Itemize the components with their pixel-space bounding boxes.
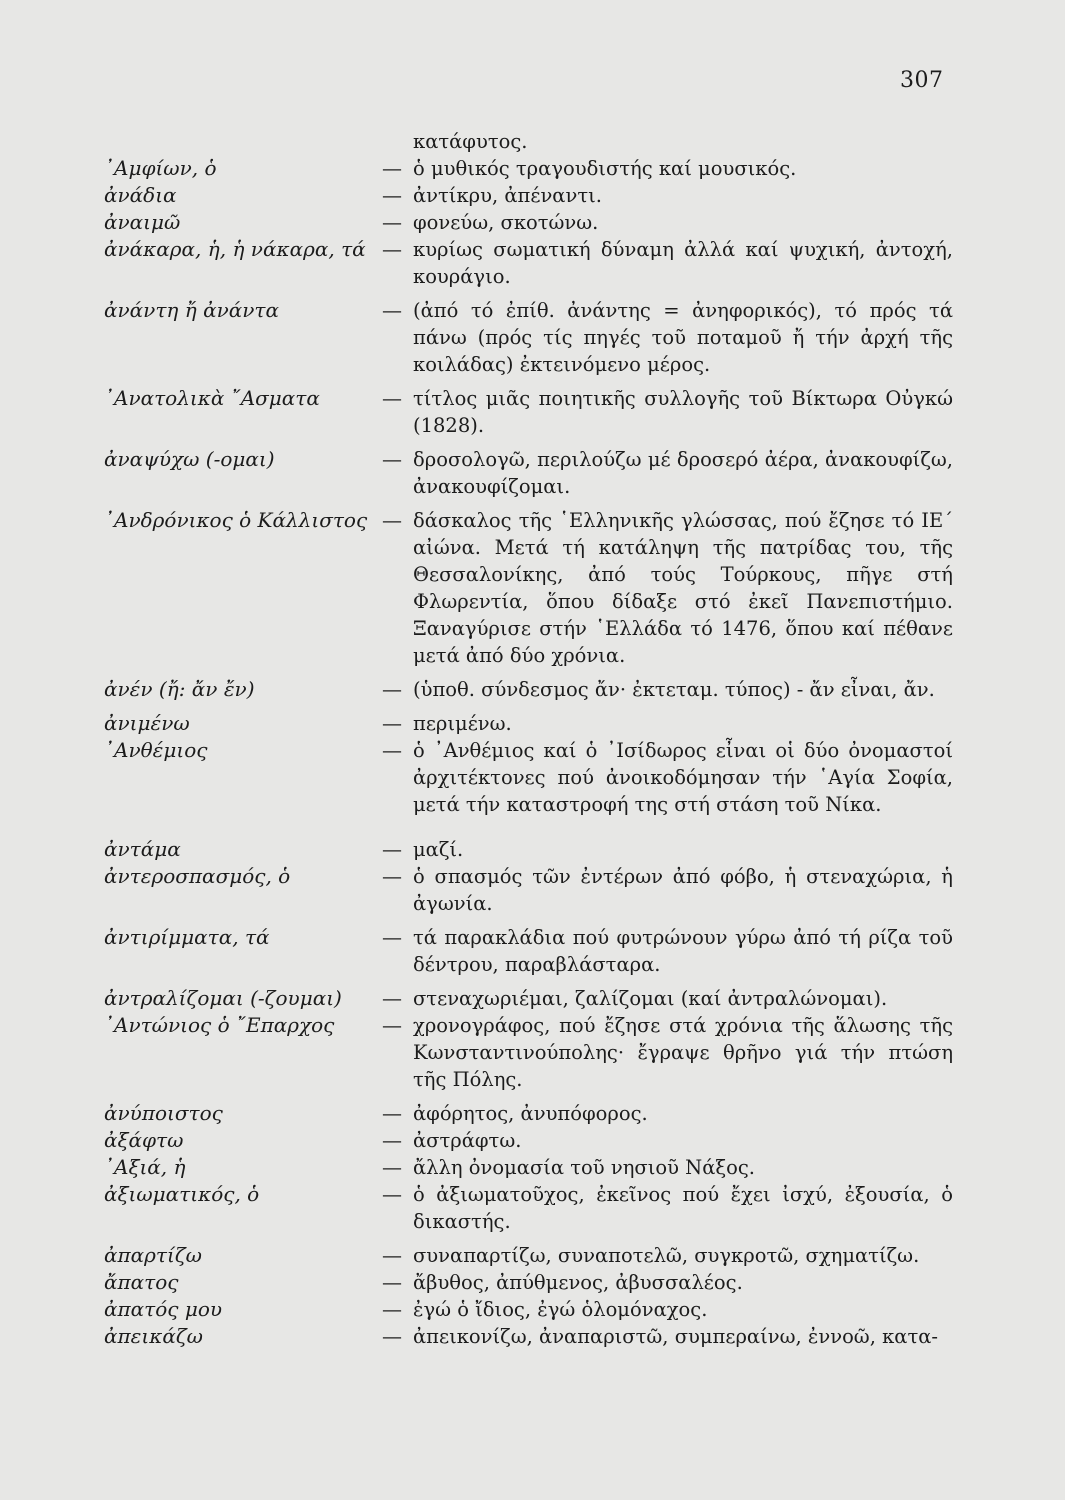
entry-definition: δροσολογῶ, περιλούζω μέ δροσερό ἀέρα, ἀνακουφίζω, ἀνακουφίζομαι. [413, 448, 953, 498]
entry-headword: ἀνιμένω [104, 711, 190, 735]
entry [0, 737, 1065, 818]
entry-headword: ᾿Αμφίων, ὁ [104, 156, 217, 180]
entry [0, 924, 1065, 978]
entry [0, 836, 1065, 863]
entry-dash: — [382, 1270, 402, 1294]
entry-definition: κατάφυτος. [413, 130, 528, 153]
entry-dash: — [382, 386, 402, 410]
entry-dash: — [382, 1128, 402, 1152]
entry-headword: ἀνέν (ἤ: ἄν ἔν) [104, 677, 255, 701]
entry-definition: μαζί. [413, 838, 464, 861]
entry-headword: ἀπεικάζω [104, 1324, 203, 1348]
entry-headword: ᾿Ανδρόνικος ὁ Κάλλιστος [104, 508, 368, 532]
entry-definition: ὁ ᾿Ανθέμιος καί ὁ ᾿Ισίδωρος εἶναι οἱ δύο ὀνομαστοί ἀρχιτέκτονες πού ἀνοικοδόμησαν τήν ῾Αγία Σοφία, μετά τήν καταστροφή της στή στάση τοῦ Νίκα. [413, 739, 953, 816]
entry-dash: — [382, 1243, 402, 1267]
entry-headword: ἀντιρίμματα, τά [104, 925, 270, 949]
entry-definition: τά παρακλάδια πού φυτρώνουν γύρω ἀπό τή ρίζα τοῦ δέντρου, παραβλάσταρα. [413, 926, 953, 976]
entry-headword: ᾿Ανατολικὰ ῎Ασματα [104, 386, 320, 410]
entry-headword: ᾿Αξιά, ἡ [104, 1155, 186, 1179]
entry [0, 1154, 1065, 1181]
entry-definition: τίτλος μιᾶς ποιητικῆς συλλογῆς τοῦ Βίκτωρα Οὐγκώ (1828). [413, 387, 953, 437]
entry [0, 182, 1065, 209]
entry-definition: ἐγώ ὁ ἴδιος, ἐγώ ὁλομόναχος. [413, 1298, 708, 1321]
entry-definition: ἄβυθος, ἀπύθμενος, ἀβυσσαλέος. [413, 1271, 743, 1294]
entry [0, 710, 1065, 737]
entry [0, 676, 1065, 703]
entry-definition: (ὑποθ. σύνδεσμος ἄν· ἐκτεταμ. τύπος) - ἄν εἶναι, ἄν. [413, 678, 935, 701]
entry-headword: ἀντραλίζομαι (-ζουμαι) [104, 986, 342, 1010]
entry [0, 1181, 1065, 1235]
entry-headword: ἀνάδια [104, 183, 177, 207]
entry-definition: ὁ σπασμός τῶν ἐντέρων ἀπό φόβο, ἡ στεναχώρια, ἡ ἀγωνία. [413, 865, 953, 915]
entry [0, 385, 1065, 439]
entry [0, 446, 1065, 500]
entry [0, 1269, 1065, 1296]
entry-headword: ἀντεροσπασμός, ὁ [104, 864, 291, 888]
entry-definition: φονεύω, σκοτώνω. [413, 211, 599, 234]
entry-headword: ἀπαρτίζω [104, 1243, 202, 1267]
entry-dash: — [382, 711, 402, 735]
entry-definition: ἀντίκρυ, ἀπέναντι. [413, 184, 602, 207]
dictionary-entries [0, 128, 1065, 1350]
entry-definition: κυρίως σωματική δύναμη ἀλλά καί ψυχική, ἀντοχή, κουράγιο. [413, 238, 953, 288]
entry [0, 155, 1065, 182]
entry-dash: — [382, 1324, 402, 1348]
entry-headword: ᾿Ανθέμιος [104, 738, 208, 762]
entry-definition: περιμένω. [413, 712, 512, 735]
entry [0, 507, 1065, 669]
entry-dash: — [382, 738, 402, 762]
entry [0, 985, 1065, 1012]
entry-dash: — [382, 864, 402, 888]
entry-headword: ἀνάκαρα, ἡ, ἡ νάκαρα, τά [104, 237, 366, 261]
entry [0, 209, 1065, 236]
entry-headword: ἀξάφτω [104, 1128, 184, 1152]
entry-definition: (ἀπό τό ἐπίθ. ἀνάντης = ἀνηφορικός), τό πρός τά πάνω (πρός τίς πηγές τοῦ ποταμοῦ ἤ τήν ἀρχή τῆς κοιλάδας) ἐκτεινόμενο μέρος. [413, 299, 953, 376]
entry-dash: — [382, 298, 402, 322]
entry [0, 1127, 1065, 1154]
entry-headword: ἀνύποιστος [104, 1101, 223, 1125]
entry-dash: — [382, 156, 402, 180]
entry [0, 1296, 1065, 1323]
entry-definition: στεναχωριέμαι, ζαλίζομαι (καί ἀντραλώνομαι). [413, 987, 888, 1010]
entry-headword: ἀναψύχω (-ομαι) [104, 447, 275, 471]
entry-definition: ὁ ἀξιωματοῦχος, ἐκεῖνος πού ἔχει ἰσχύ, ἐξουσία, ὁ δικαστής. [413, 1183, 953, 1233]
entry-headword: ἀνάντη ἤ ἀνάντα [104, 298, 279, 322]
entry-definition: ὁ μυθικός τραγουδιστής καί μουσικός. [413, 157, 797, 180]
entry-definition: ἄλλη ὀνομασία τοῦ νησιοῦ Νάξος. [413, 1156, 755, 1179]
entry-definition: συναπαρτίζω, συναποτελῶ, συγκροτῶ, σχηματίζω. [413, 1244, 920, 1267]
entry-dash: — [382, 1155, 402, 1179]
entry-dash: — [382, 837, 402, 861]
entry-headword: ᾿Αντώνιος ὁ ῎Επαρχος [104, 1013, 335, 1037]
entry-dash: — [382, 677, 402, 701]
entry-dash: — [382, 183, 402, 207]
entry-headword: ἄπατος [104, 1270, 179, 1294]
entry-dash: — [382, 986, 402, 1010]
entry [0, 1012, 1065, 1093]
entry [0, 1100, 1065, 1127]
entry-headword: ἀντάμα [104, 837, 181, 861]
entry-definition: ἀπεικονίζω, ἀναπαριστῶ, συμπεραίνω, ἐννοῶ, κατα- [413, 1325, 939, 1348]
entry [0, 1242, 1065, 1269]
entry-dash: — [382, 1101, 402, 1125]
page-number: 307 [900, 68, 944, 93]
entry-definition: δάσκαλος τῆς ῾Ελληνικῆς γλώσσας, πού ἔζησε τό ΙΕ΄ αἰώνα. Μετά τή κατάληψη τῆς πατρίδας του, τῆς Θεσσαλονίκης, ἀπό τούς Τούρκους, πῆγε στή Φλωρεντία, ὅπου δίδαξε στό ἐκεῖ Πανεπιστήμιο. Ξαναγύρισε στήν ῾Ελλάδα τό 1476, ὅπου καί πέθανε μετά ἀπό δύο χρόνια. [413, 509, 953, 667]
entry [0, 863, 1065, 917]
entry [0, 1323, 1065, 1350]
entry [0, 128, 1065, 155]
entry-dash: — [382, 1013, 402, 1037]
entry-dash: — [382, 1297, 402, 1321]
entry-dash: — [382, 925, 402, 949]
entry-dash: — [382, 1182, 402, 1206]
entry-headword: ἀξιωματικός, ὁ [104, 1182, 260, 1206]
entry-headword: ἀπατός μου [104, 1297, 223, 1321]
entry [0, 236, 1065, 290]
entry-dash: — [382, 447, 402, 471]
entry-definition: ἀφόρητος, ἀνυπόφορος. [413, 1102, 648, 1125]
entry [0, 297, 1065, 378]
entry-dash: — [382, 508, 402, 532]
entry-headword: ἀναιμῶ [104, 210, 181, 234]
entry-dash: — [382, 237, 402, 261]
entry-definition: χρονογράφος, πού ἔζησε στά χρόνια τῆς ἅλωσης τῆς Κωνσταντινούπολης· ἔγραψε θρῆνο γιά τήν πτώση τῆς Πόλης. [413, 1014, 953, 1091]
entry-definition: ἀστράφτω. [413, 1129, 522, 1152]
entry-dash: — [382, 210, 402, 234]
